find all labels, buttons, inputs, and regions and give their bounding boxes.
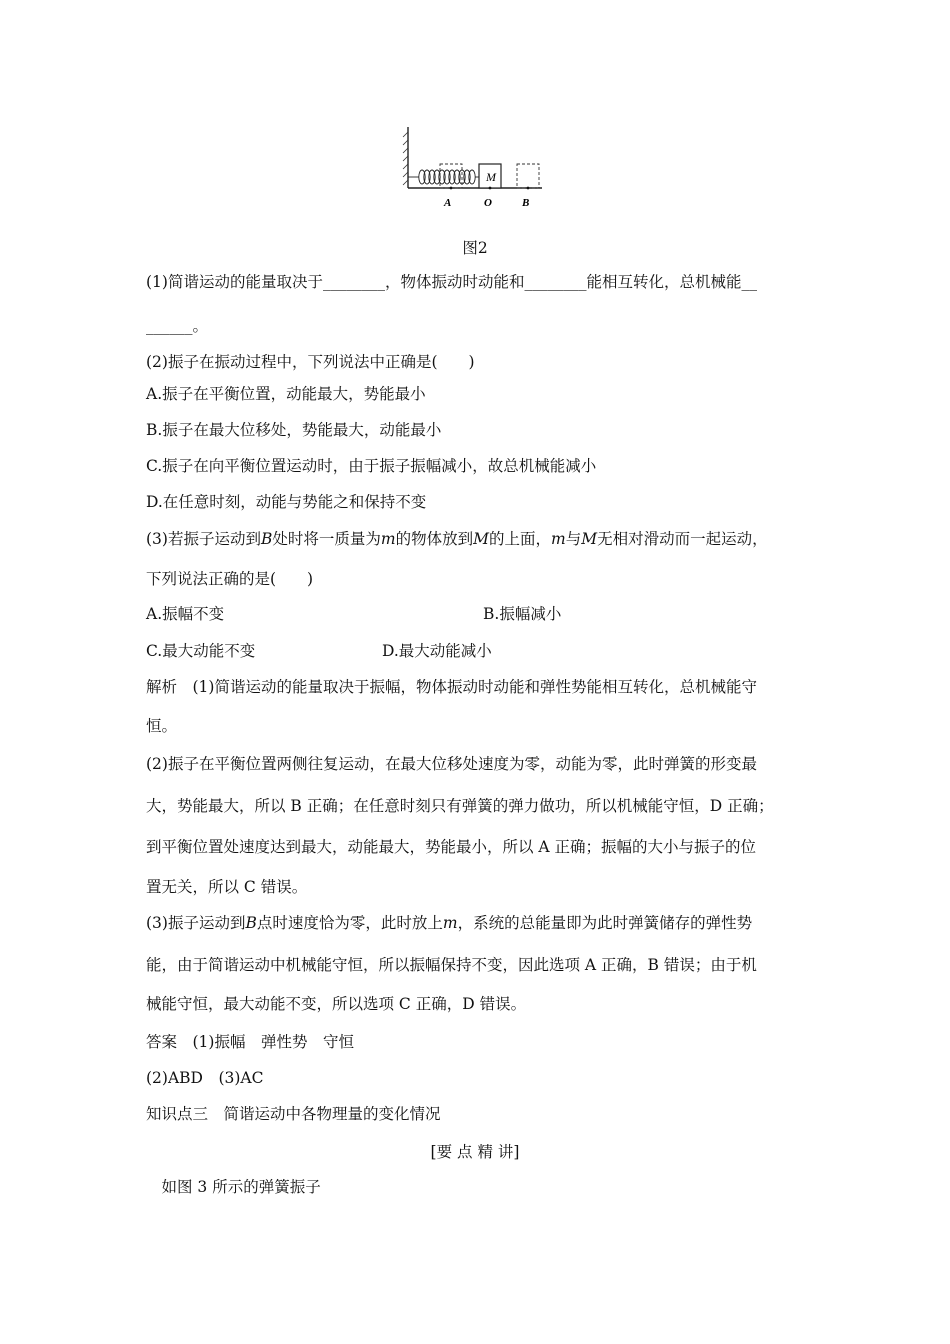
q3-stem-text: 的上面，: [488, 530, 551, 548]
var-b: B: [245, 914, 257, 932]
q3-stem-line-1: [146, 529, 768, 549]
q3-option-d: D.最大动能减小: [382, 642, 492, 660]
q1-line-2: ______。: [146, 317, 209, 335]
analysis-text: 点时速度恰为零，此时放上: [256, 914, 443, 932]
answer-line-2: (2)ABD (3)AC: [146, 1069, 264, 1087]
analysis-line-2: 恒。: [146, 717, 178, 735]
q2-option-a: A.振子在平衡位置，动能最大，势能最小: [146, 385, 426, 403]
var-M: M: [581, 530, 598, 548]
analysis-line-6: 置无关，所以 C 错误。: [146, 878, 308, 896]
figure-caption: 图2: [462, 239, 488, 257]
analysis-line-5: 到平衡位置处速度达到最大，动能最大，势能最小，所以 A 正确；振幅的大小与振子的位: [146, 838, 757, 856]
analysis-text: ，系统的总能量即为此时弹簧储存的弹性势: [457, 914, 753, 932]
analysis-line-8: 能，由于简谐运动中机械能守恒，所以振幅保持不变，因此选项 A 正确，B 错误；由于机: [146, 956, 757, 974]
q2-option-c: C.振子在向平衡位置运动时，由于振子振幅减小，故总机械能减小: [146, 457, 597, 475]
q2-stem: (2)振子在振动过程中，下列说法中正确是( ): [146, 353, 475, 371]
mark-o: [489, 187, 492, 190]
wall-hatching: [403, 132, 408, 185]
q3-stem-text: (3)若振子运动到: [146, 530, 261, 548]
section-subtitle: [要 点 精 讲]: [430, 1143, 520, 1161]
analysis-text: (3)振子运动到: [146, 914, 246, 932]
q3-option-a: A.振幅不变: [146, 605, 225, 623]
section-intro: 如图 3 所示的弹簧振子: [146, 1178, 321, 1196]
spring-oscillator-diagram: [400, 122, 550, 212]
answer-line-1: 答案 (1)振幅 弹性势 守恒: [146, 1033, 354, 1051]
label-b: B: [522, 197, 530, 209]
analysis-line-7: [146, 913, 752, 933]
label-a: A: [444, 197, 452, 209]
block-m-label: M: [486, 170, 496, 184]
analysis-line-9: 械能守恒，最大动能不变，所以选项 C 正确，D 错误。: [146, 995, 527, 1013]
q3-stem-line-2: 下列说法正确的是( ): [146, 570, 314, 588]
q3-stem-text: 的物体放到: [395, 530, 474, 548]
q2-option-b: B.振子在最大位移处，势能最大，动能最小: [146, 421, 442, 439]
spring: [408, 170, 479, 184]
q3-option-b: B.振幅减小: [483, 605, 562, 623]
q3-stem-text: 处时将一质量为: [272, 530, 381, 548]
mark-a: [450, 187, 453, 190]
q3-stem-text: 与: [565, 530, 582, 548]
var-M: M: [473, 530, 489, 548]
q1-line-1: (1)简谐运动的能量取决于________，物体振动时动能和________能相互转化，总机械能__: [146, 273, 757, 291]
q2-option-d: D.在任意时刻，动能与势能之和保持不变: [146, 493, 427, 511]
q3-option-c: C.最大动能不变: [146, 642, 256, 660]
var-b: B: [260, 530, 273, 548]
section-title: 知识点三 简谐运动中各物理量的变化情况: [146, 1105, 441, 1123]
analysis-line-1: 解析 (1)简谐运动的能量取决于振幅，物体振动时动能和弹性势能相互转化，总机械能守: [146, 678, 757, 696]
spring-oscillator-figure: [400, 122, 550, 212]
analysis-line-4: 大，势能最大，所以 B 正确；在任意时刻只有弹簧的弹力做功，所以机械能守恒，D 正确；: [146, 797, 774, 815]
mark-b: [527, 187, 530, 190]
var-m: m: [442, 914, 458, 932]
block-position-b: [517, 164, 539, 188]
analysis-line-3: (2)振子在平衡位置两侧往复运动，在最大位移处速度为零，动能为零，此时弹簧的形变最: [146, 755, 757, 773]
var-m: m: [550, 530, 566, 548]
var-m: m: [380, 530, 396, 548]
q3-stem-text: 无相对滑动而一起运动，: [597, 530, 768, 548]
label-o: O: [484, 197, 492, 209]
